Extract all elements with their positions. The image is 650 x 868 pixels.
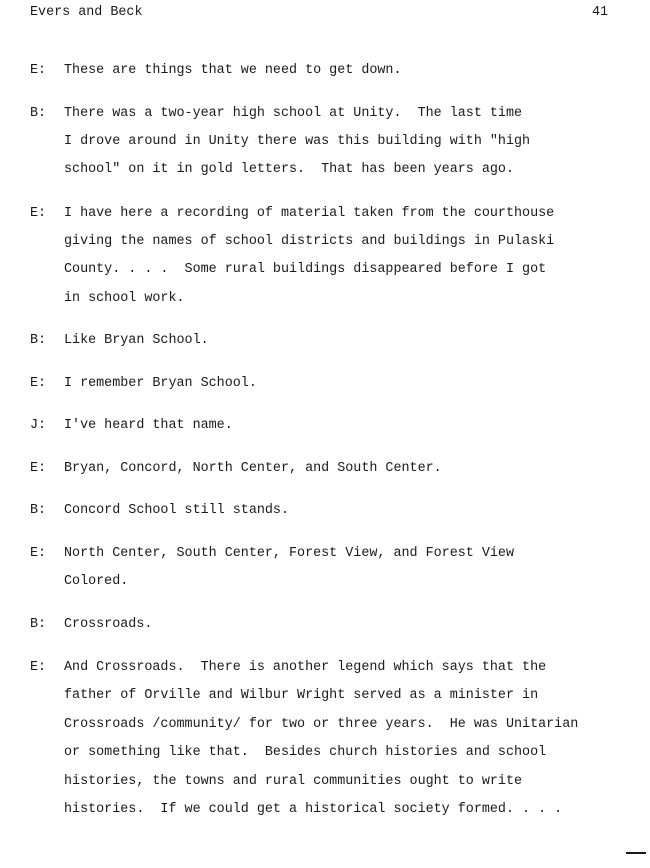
- transcript-line: histories, the towns and rural communities ought to write: [64, 774, 523, 789]
- speaker-label: B:: [30, 503, 47, 518]
- transcript-line: Like Bryan School.: [64, 333, 209, 348]
- transcript-line: North Center, South Center, Forest View, and Forest View: [64, 546, 514, 561]
- page-number: 41: [592, 5, 609, 20]
- transcript-line: or something like that. Besides church histories and school: [64, 745, 547, 760]
- transcript-line: histories. If we could get a historical society formed. . . .: [64, 802, 563, 817]
- speaker-label: B:: [30, 106, 47, 121]
- speaker-label: E:: [30, 206, 47, 221]
- transcript-line: in school work.: [64, 291, 185, 306]
- speaker-label: E:: [30, 660, 47, 675]
- transcript-line: Concord School still stands.: [64, 503, 289, 518]
- transcript-line: I've heard that name.: [64, 418, 233, 433]
- transcript-line: school" on it in gold letters. That has been years ago.: [64, 162, 514, 177]
- transcript-line: Crossroads.: [64, 617, 153, 632]
- transcript-line: These are things that we need to get down.: [64, 63, 402, 78]
- scan-mark: [626, 852, 646, 854]
- transcript-line: There was a two-year high school at Unity. The last time: [64, 106, 523, 121]
- speaker-label: E:: [30, 376, 47, 391]
- speaker-label: B:: [30, 617, 47, 632]
- transcript-line: I have here a recording of material taken from the courthouse: [64, 206, 555, 221]
- transcript-line: Colored.: [64, 574, 129, 589]
- speaker-label: J:: [30, 418, 47, 433]
- transcript-line: And Crossroads. There is another legend which says that the: [64, 660, 547, 675]
- transcript-line: County. . . . Some rural buildings disappeared before I got: [64, 262, 547, 277]
- transcript-line: father of Orville and Wilbur Wright served as a minister in: [64, 688, 539, 703]
- speaker-label: B:: [30, 333, 47, 348]
- speaker-label: E:: [30, 461, 47, 476]
- transcript-line: I remember Bryan School.: [64, 376, 257, 391]
- transcript-line: I drove around in Unity there was this building with "high: [64, 134, 531, 149]
- running-header-authors: Evers and Beck: [30, 5, 143, 20]
- transcript-line: Crossroads /community/ for two or three years. He was Unitarian: [64, 717, 579, 732]
- transcript-line: Bryan, Concord, North Center, and South Center.: [64, 461, 442, 476]
- speaker-label: E:: [30, 63, 47, 78]
- transcript-line: giving the names of school districts and buildings in Pulaski: [64, 234, 555, 249]
- speaker-label: E:: [30, 546, 47, 561]
